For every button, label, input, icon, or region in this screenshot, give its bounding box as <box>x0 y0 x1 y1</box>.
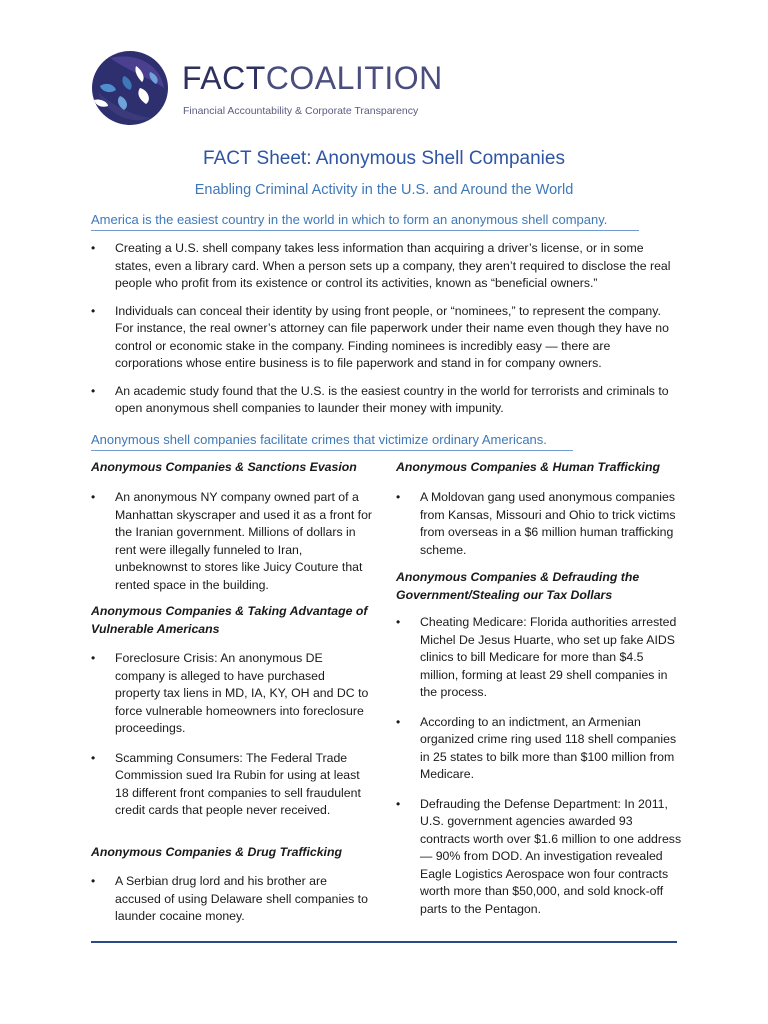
list-item <box>396 796 684 919</box>
footer-divider <box>91 941 677 943</box>
section-heading-underline <box>91 450 573 451</box>
bullet-icon: • <box>396 714 401 729</box>
bullet-text: Cheating Medicare: Florida authorities arrested Michel De Jesus Huarte, who set up fake AIDS clinics to bill Medicare for more than $4.5 million, forming at least 29 shell companies in the process. <box>420 615 677 699</box>
human-trafficking-bullet-list <box>396 489 684 559</box>
list-item <box>91 303 681 373</box>
list-item <box>91 873 373 926</box>
bullet-text: Foreclosure Crisis: An anonymous DE company is alleged to have purchased property tax liens in MD, IA, KY, OH and DC to force vulnerable homeowners into foreclosure proceedings. <box>115 651 369 735</box>
bullet-text: A Serbian drug lord and his brother are accused of using Delaware shell companies to launder cocaine money. <box>115 874 368 923</box>
heading-human-trafficking: Anonymous Companies & Human Trafficking <box>396 460 660 474</box>
document-subtitle: Enabling Criminal Activity in the U.S. and Around the World <box>194 182 574 198</box>
logo-wordmark: FACTCOALITION <box>182 60 443 96</box>
heading-drug-trafficking: Anonymous Companies & Drug Trafficking <box>91 845 342 859</box>
heading-sanctions-evasion: Anonymous Companies & Sanctions Evasion <box>91 460 357 474</box>
bullet-icon: • <box>396 615 401 629</box>
heading-defrauding-government: Anonymous Companies & Defrauding the Government/Stealing our Tax Dollars <box>396 570 640 602</box>
bullet-text: An anonymous NY company owned part of a Manhattan skyscraper and used it as a front for the Iranian government. Millions of dollars in rent were illegally funneled to Iran, unbeknownst to stores like Juicy Couture that rented space in the building. <box>115 490 373 592</box>
bullet-text: Individuals can conceal their identity by using front people, or “nominees,” to represent the company. For instance, the real owner’s attorney can file paperwork under their name even though they have no control or economic stake in the company. Finding nominees is incredibly easy — there are corporations whose entire business is to file paperwork and stand in for company owners. <box>115 303 669 370</box>
bullet-text: According to an indictment, an Armenian organized crime ring used 118 shell companies in 25 states to bilk more than $100 million from Medicare. <box>420 714 677 781</box>
sanctions-bullet-list <box>91 489 373 594</box>
bullet-text: A Moldovan gang used anonymous companies from Kansas, Missouri and Ohio to trick victims from overseas in a $6 million human trafficking scheme. <box>420 490 676 557</box>
bullet-text: An academic study found that the U.S. is the easiest country in the world for terrorists and criminals to open anonymous shell companies to launder their money with impunity. <box>115 383 669 415</box>
vulnerable-bullet-list <box>91 650 373 820</box>
bullet-text: Scamming Consumers: The Federal Trade Commission sued Ira Rubin for using at least 18 different front companies to sell fraudulent credit cards that people never received. <box>115 750 361 817</box>
list-item <box>91 383 681 418</box>
list-item <box>91 750 373 820</box>
bullet-icon: • <box>91 490 96 504</box>
bullet-icon: • <box>91 874 96 888</box>
bullet-icon: • <box>396 490 401 504</box>
logo-tagline: Financial Accountability & Corporate Transparency <box>183 105 419 117</box>
list-item <box>396 714 684 784</box>
fact-coalition-logo <box>90 48 443 126</box>
section-heading-crimes <box>91 431 573 449</box>
section-heading-easiest-country <box>91 211 639 229</box>
bullet-icon: • <box>91 750 96 765</box>
bullet-text: Defrauding the Defense Department: In 2011, U.S. government agencies awarded 93 contracts worth over $1.6 million to one address — 90% from DOD. An investigation revealed Eagle Logistics Aerospace won four contracts worth more than $50,000, and sold knock-off parts to the Pentagon. <box>420 796 682 916</box>
list-item <box>91 650 373 738</box>
list-item <box>396 489 684 559</box>
bullet-icon: • <box>91 303 96 318</box>
document-title: FACT Sheet: Anonymous Shell Companies <box>203 148 565 169</box>
section-heading-text: Anonymous shell companies facilitate crimes that victimize ordinary Americans. <box>91 432 547 447</box>
list-item <box>91 489 373 594</box>
bullet-icon: • <box>91 651 96 665</box>
defrauding-bullet-list <box>396 614 684 918</box>
bullet-icon: • <box>91 383 96 398</box>
globe-logo-icon <box>90 48 174 126</box>
section-heading-underline <box>91 230 639 231</box>
section-heading-text: America is the easiest country in the world in which to form an anonymous shell company. <box>91 212 608 227</box>
section1-bullet-list <box>91 240 681 418</box>
drug-bullet-list <box>91 873 373 926</box>
bullet-icon: • <box>91 241 96 255</box>
bullet-icon: • <box>396 796 401 811</box>
bullet-text: Creating a U.S. shell company takes less information than acquiring a driver’s license, or in some states, even a library card. When a person sets up a company, they aren’t required to disclose the real people who profit from its existence or control its activities, known as “beneficial owners.” <box>115 241 671 290</box>
list-item <box>91 240 681 293</box>
list-item <box>396 614 684 702</box>
heading-vulnerable-americans: Anonymous Companies & Taking Advantage of Vulnerable Americans <box>91 604 368 636</box>
